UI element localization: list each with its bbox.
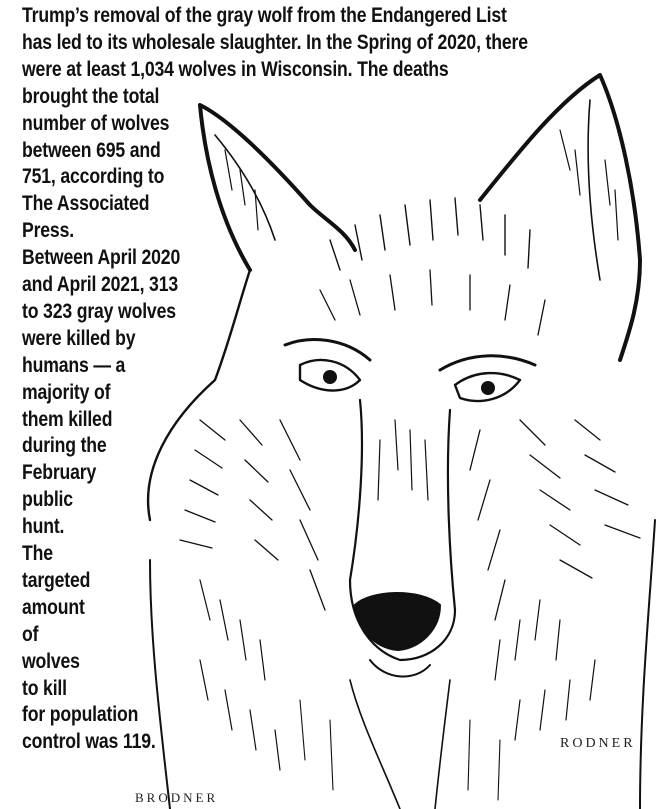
caption-line: them killed xyxy=(22,407,113,431)
caption-line: Trump’s removal of the gray wolf from the Endangered List xyxy=(22,4,507,27)
caption-line: control was 119. xyxy=(22,730,156,754)
caption-line: has led to its wholesale slaughter. In the Spring of 2020, there xyxy=(22,30,528,54)
caption-line: hunt. xyxy=(22,515,65,539)
caption-line: The xyxy=(22,542,53,565)
caption-line: of xyxy=(22,622,39,646)
caption-line: Press. xyxy=(22,219,74,243)
caption-line: 751, according to xyxy=(22,165,165,189)
artist-signature-right: RODNER xyxy=(560,736,636,751)
caption-line: were at least 1,034 wolves in Wisconsin. The deaths xyxy=(22,57,449,81)
caption-line: Between April 2020 xyxy=(22,246,181,270)
wolf-nose xyxy=(355,593,440,650)
caption-line: targeted xyxy=(22,568,91,592)
caption-line: were killed by xyxy=(22,326,136,350)
caption-line: brought the total xyxy=(22,84,160,108)
caption-line: public xyxy=(22,488,73,512)
caption-line: during the xyxy=(22,434,107,458)
artist-signature-bottom: BRODNER xyxy=(135,790,219,805)
wolf-right-ear xyxy=(480,75,640,360)
caption-line: majority of xyxy=(22,380,111,404)
caption-line: and April 2021, 313 xyxy=(22,273,178,296)
caption-line: number of wolves xyxy=(22,111,170,135)
caption-line: The Associated xyxy=(22,192,150,216)
caption-line: February xyxy=(22,461,97,485)
caption-line: humans — a xyxy=(22,353,126,377)
caption-line: to kill xyxy=(22,676,67,700)
caption-line: wolves xyxy=(22,649,80,673)
caption-line: to 323 gray wolves xyxy=(22,299,176,323)
caption-line: amount xyxy=(22,595,85,619)
caption-line: between 695 and xyxy=(22,138,161,162)
caption-line: for population xyxy=(22,703,139,727)
